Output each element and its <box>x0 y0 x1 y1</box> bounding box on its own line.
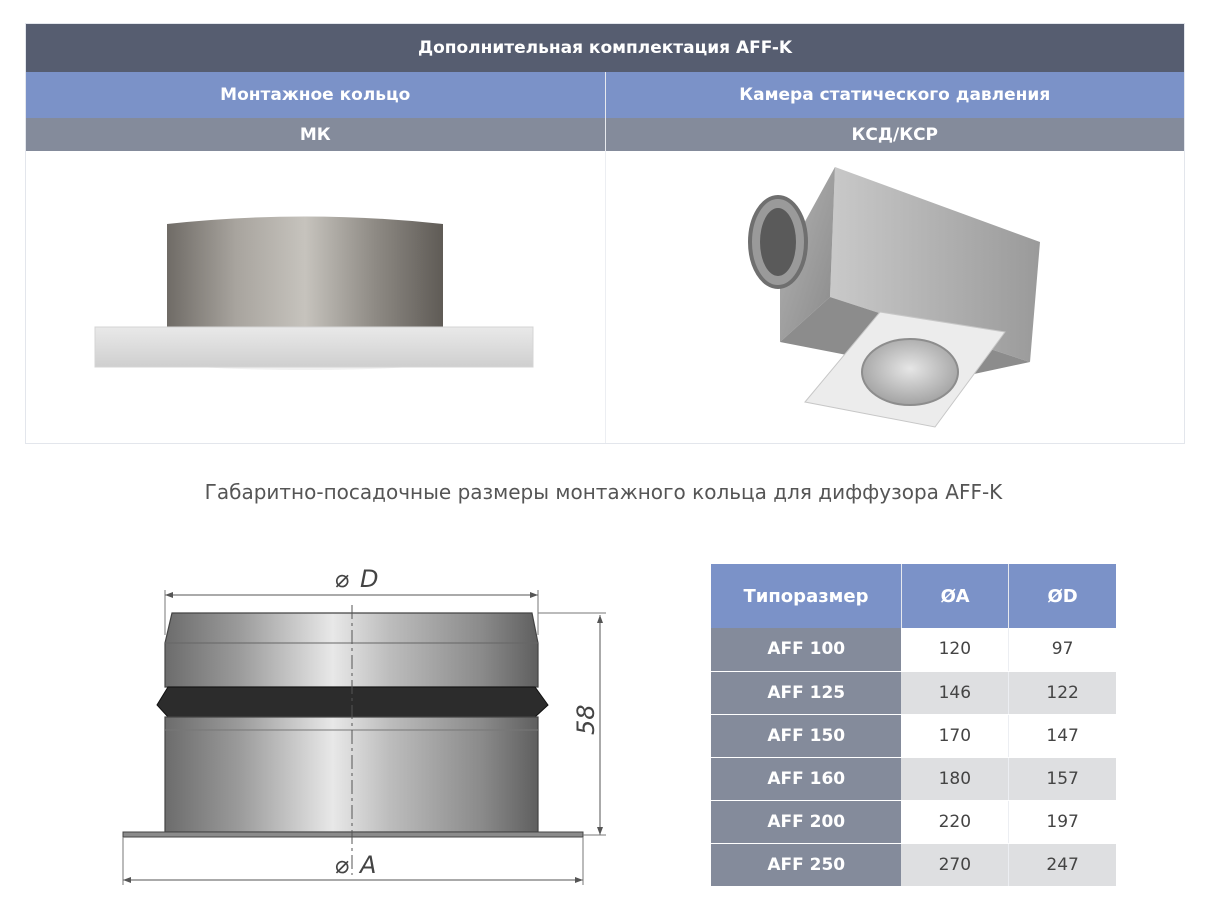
row-diameter-a: 146 <box>901 671 1008 714</box>
accessory-name-mounting-ring: Монтажное кольцо <box>26 72 605 118</box>
table-row <box>711 671 1116 714</box>
dimension-drawing-svg <box>110 555 630 890</box>
diameter-d-symbol: ⌀ <box>335 565 350 593</box>
row-diameter-a: 270 <box>901 843 1008 886</box>
table-row <box>711 843 1116 886</box>
header-diameter-a: ØA <box>901 564 1008 628</box>
row-diameter-a: 220 <box>901 800 1008 843</box>
row-model: AFF 150 <box>711 714 901 757</box>
row-model: AFF 100 <box>711 628 901 671</box>
plenum-box-illustration <box>730 162 1060 432</box>
accessories-name-row <box>26 72 1184 118</box>
row-model: AFF 200 <box>711 800 901 843</box>
size-table <box>711 564 1116 887</box>
accessories-title: Дополнительная комплектация AFF-K <box>26 24 1184 72</box>
accessories-code-row <box>26 118 1184 151</box>
dimension-d-label: D <box>360 565 379 593</box>
plenum-box-image <box>605 151 1185 443</box>
row-diameter-d: 157 <box>1009 757 1116 800</box>
table-row <box>711 800 1116 843</box>
dimension-a-label: A <box>360 851 377 879</box>
accessory-code-plenum-box: КСД/КСР <box>605 118 1185 151</box>
header-model: Типоразмер <box>711 564 901 628</box>
accessories-table <box>25 23 1185 444</box>
row-diameter-d: 122 <box>1009 671 1116 714</box>
table-row <box>711 757 1116 800</box>
accessories-image-row <box>26 151 1184 443</box>
row-diameter-d: 247 <box>1009 843 1116 886</box>
row-model: AFF 160 <box>711 757 901 800</box>
row-diameter-d: 197 <box>1009 800 1116 843</box>
row-diameter-a: 180 <box>901 757 1008 800</box>
row-diameter-d: 147 <box>1009 714 1116 757</box>
mounting-ring-image <box>26 151 605 443</box>
row-diameter-a: 170 <box>901 714 1008 757</box>
row-diameter-a: 120 <box>901 628 1008 671</box>
dimension-height-label: 58 <box>572 704 600 735</box>
header-diameter-d: ØD <box>1009 564 1116 628</box>
mounting-ring-drawing <box>110 555 630 894</box>
row-diameter-d: 97 <box>1009 628 1116 671</box>
diameter-a-symbol: ⌀ <box>335 851 350 879</box>
table-row <box>711 628 1116 671</box>
size-table-header <box>711 564 1116 628</box>
row-model: AFF 125 <box>711 671 901 714</box>
accessory-code-mounting-ring: МК <box>26 118 605 151</box>
accessory-name-plenum-box: Камера статического давления <box>605 72 1185 118</box>
dimensions-subtitle: Габаритно-посадочные размеры монтажного кольца для диффузора AFF-K <box>204 480 1003 504</box>
table-row <box>711 714 1116 757</box>
mounting-ring-illustration <box>85 197 545 397</box>
row-model: AFF 250 <box>711 843 901 886</box>
